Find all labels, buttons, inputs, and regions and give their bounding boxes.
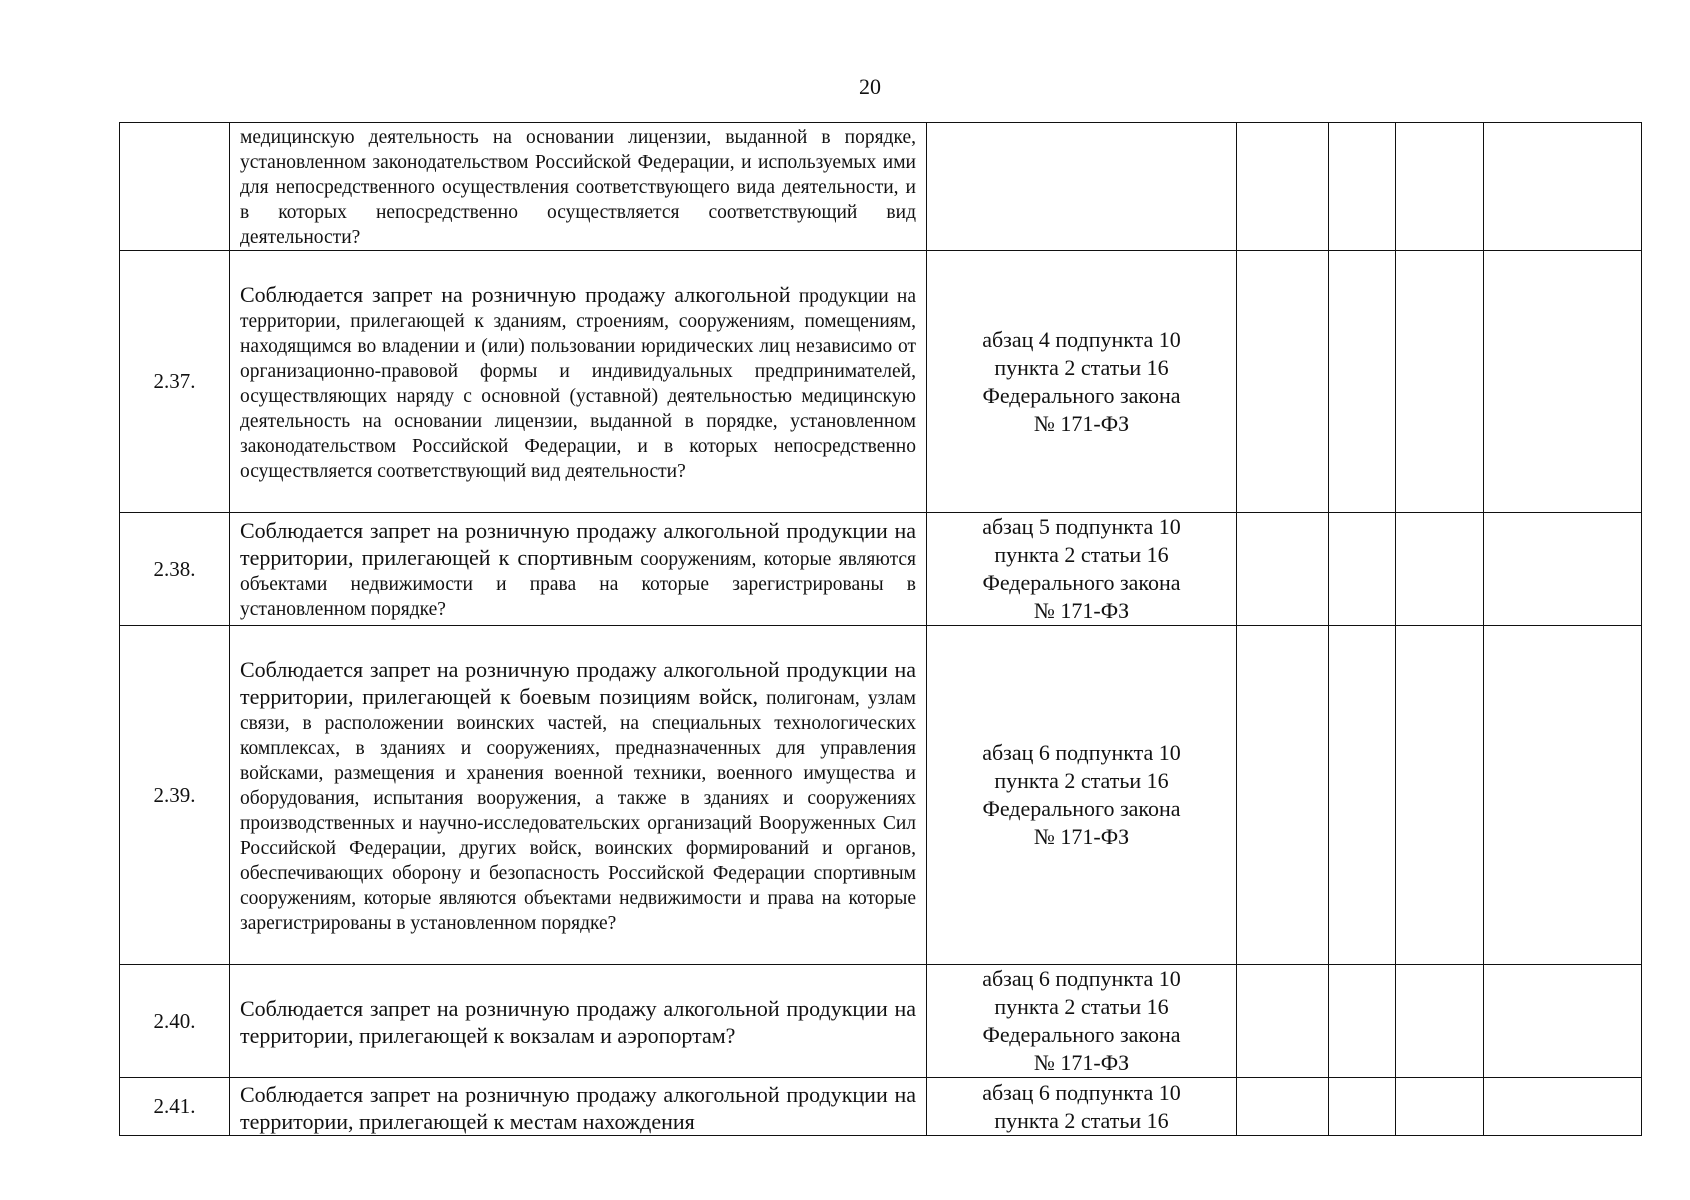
reference-line: пункта 2 статьи 16: [994, 354, 1169, 380]
reference-line: пункта 2 статьи 16: [994, 994, 1169, 1019]
note-cell: [1484, 251, 1642, 513]
answer-cell-not-applicable: [1396, 123, 1484, 251]
table-row: [120, 965, 1642, 1078]
answer-cell-not-applicable: [1396, 626, 1484, 965]
row-number: 2.39.: [120, 626, 230, 965]
row-reference: [927, 513, 1237, 626]
reference-line: пункта 2 статьи 16: [994, 542, 1169, 567]
table-row: [120, 1078, 1642, 1136]
row-question: [230, 251, 927, 513]
row-question: [230, 965, 927, 1078]
reference-line: Федерального закона: [982, 796, 1181, 821]
answer-cell-no: [1329, 1078, 1396, 1136]
question-text: продукции на территории, прилегающей к зданиям, строениям, сооружениям, помещениям, находящимся во владении и (или) пользовании юридических лиц независимо от организационно-правовой формы и индивидуальных предпринимателей, осуществляющих наряду с основной (уставной) деятельностью медицинскую деятельность на основании лицензии, выданной в порядке, установленном законодательством Российской Федерации, и в которых непосредственно осуществляется соответствующий вид деятельности?: [240, 285, 917, 482]
question-text: медицинскую деятельность на основании лицензии, выданной в порядке, установленном законодательством Российской Федерации, и используемых ими для непосредственного осуществления соответствующего вида деятельности, и в которых непосредственно осуществляется соответствующий вид деятельности?: [240, 127, 916, 248]
answer-cell-not-applicable: [1396, 1078, 1484, 1136]
answer-cell-not-applicable: [1396, 251, 1484, 513]
question-text: полигонам, узлам связи, в расположении воинских частей, на специальных технологических комплексах, в зданиях и сооружениях, предназначенных для управления войсками, размещения и хранения военной техники, военного имущества и оборудования, испытания вооружения, а также в зданиях и сооружениях производственных и научно-исследовательских организаций Вооруженных Сил Российской Федерации, других войск, воинских формирований и органов, обеспечивающих оборону и безопасность Российской Федерации спортивным сооружениям, которые являются объектами недвижимости и права на которые зарегистрированы в установленном порядке?: [240, 687, 917, 934]
answer-cell-yes: [1237, 123, 1329, 251]
question-text-lead: Соблюдается запрет на розничную продажу алкогольной продукции на территории, прилегающей к местам нахождения: [240, 1081, 916, 1134]
answer-cell-not-applicable: [1396, 965, 1484, 1078]
question-text-lead: Соблюдается запрет на розничную продажу алкогольной: [240, 281, 791, 307]
answer-cell-yes: [1237, 251, 1329, 513]
table-row: [120, 251, 1642, 513]
row-question: [230, 123, 927, 251]
note-cell: [1484, 626, 1642, 965]
note-cell: [1484, 513, 1642, 626]
answer-cell-no: [1329, 123, 1396, 251]
table-row: [120, 123, 1642, 251]
answer-cell-yes: [1237, 513, 1329, 626]
reference-line: Федерального закона: [982, 382, 1181, 408]
answer-cell-no: [1329, 513, 1396, 626]
row-number: 2.37.: [120, 251, 230, 513]
question-text-lead: Соблюдается запрет на розничную продажу алкогольной продукции на территории, прилегающей к вокзалам и аэропортам?: [240, 996, 916, 1048]
reference-line: абзац 6 подпункта 10: [982, 740, 1181, 765]
row-reference: [927, 1078, 1237, 1136]
note-cell: [1484, 965, 1642, 1078]
row-reference: [927, 123, 1237, 251]
reference-line: абзац 4 подпункта 10: [982, 326, 1181, 352]
row-reference: [927, 965, 1237, 1078]
answer-cell-not-applicable: [1396, 513, 1484, 626]
question-text: сооружениям, которые являются объектами недвижимости и права на которые зарегистрированы в установленном порядке?: [240, 549, 916, 620]
row-reference: [927, 251, 1237, 513]
row-question: [230, 626, 927, 965]
reference-line: № 171-ФЗ: [1033, 598, 1130, 623]
reference-line: пункта 2 статьи 16: [994, 768, 1169, 793]
reference-line: № 171-ФЗ: [1033, 824, 1130, 849]
reference-line: пункта 2 статьи 16: [994, 1107, 1169, 1133]
answer-cell-yes: [1237, 1078, 1329, 1136]
note-cell: [1484, 123, 1642, 251]
reference-line: абзац 6 подпункта 10: [982, 1079, 1181, 1105]
reference-line: № 171-ФЗ: [1033, 410, 1130, 436]
checklist-table: [119, 122, 1642, 1136]
reference-line: абзац 5 подпункта 10: [982, 514, 1181, 539]
row-reference: [927, 626, 1237, 965]
answer-cell-no: [1329, 626, 1396, 965]
page-number: 20: [859, 74, 881, 99]
answer-cell-yes: [1237, 965, 1329, 1078]
note-cell: [1484, 1078, 1642, 1136]
table-row: [120, 513, 1642, 626]
answer-cell-yes: [1237, 626, 1329, 965]
row-question: [230, 513, 927, 626]
reference-line: Федерального закона: [982, 570, 1181, 595]
reference-line: № 171-ФЗ: [1033, 1050, 1130, 1075]
answer-cell-no: [1329, 251, 1396, 513]
table-row: [120, 626, 1642, 965]
row-number: 2.40.: [120, 965, 230, 1078]
reference-line: Федерального закона: [982, 1022, 1181, 1047]
row-question: [230, 1078, 927, 1136]
row-number: [120, 123, 230, 251]
question-text-lead: Соблюдается запрет на розничную продажу алкогольной продукции на территории, прилегающей к боевым позициям войск,: [240, 656, 916, 709]
row-number: 2.38.: [120, 513, 230, 626]
row-number: 2.41.: [120, 1078, 230, 1136]
question-text-lead: Соблюдается запрет на розничную продажу алкогольной продукции на территории, прилегающей к спортивным: [240, 518, 916, 570]
answer-cell-no: [1329, 965, 1396, 1078]
reference-line: абзац 6 подпункта 10: [982, 966, 1181, 991]
